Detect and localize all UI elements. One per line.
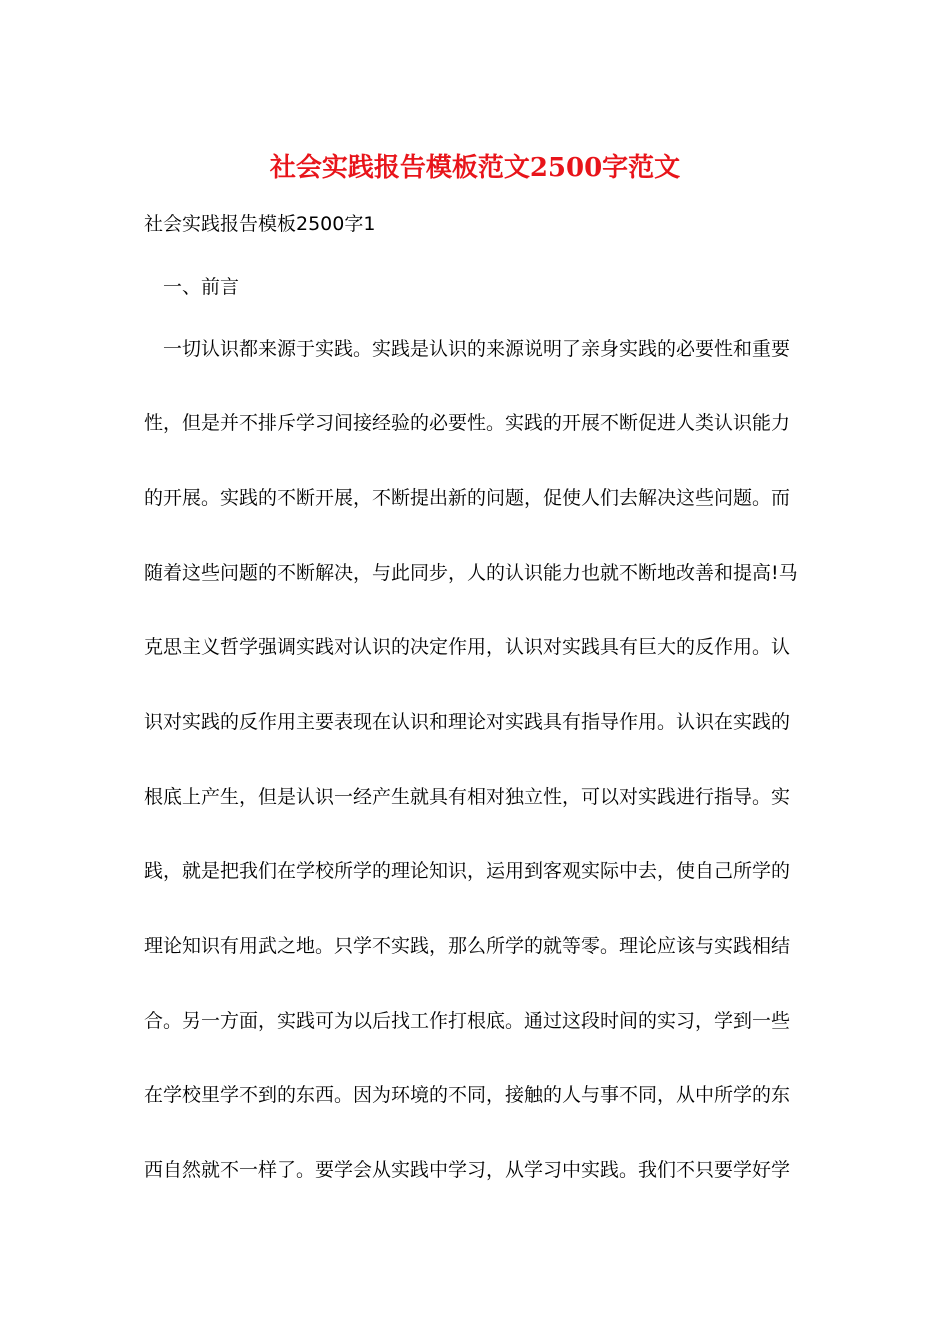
paragraph-line: 在学校里学不到的东西。因为环境的不同，接触的人与事不同，从中所学的东	[144, 1084, 791, 1106]
paragraph-line: 随着这些问题的不断解决，与此同步，人的认识能力也就不断地改善和提高!马	[144, 562, 798, 584]
paragraph-line: 合。另一方面，实践可为以后找工作打根底。通过这段时间的实习，学到一些	[144, 1010, 791, 1032]
paragraph-line: 的开展。实践的不断开展，不断提出新的问题，促使人们去解决这些问题。而	[144, 487, 791, 509]
paragraph-line: 一切认识都来源于实践。实践是认识的来源说明了亲身实践的必要性和重要	[163, 338, 791, 360]
paragraph-line: 理论知识有用武之地。只学不实践，那么所学的就等零。理论应该与实践相结	[144, 935, 791, 957]
paragraph-line: 西自然就不一样了。要学会从实践中学习，从学习中实践。我们不只要学好学	[144, 1159, 791, 1181]
paragraph-line: 践，就是把我们在学校所学的理论知识，运用到客观实际中去，使自己所学的	[144, 860, 791, 882]
document-title: 社会实践报告模板范文2500字范文	[269, 153, 681, 183]
paragraph-line: 根底上产生，但是认识一经产生就具有相对独立性，可以对实践进行指导。实	[144, 786, 791, 808]
section-heading: 一、前言	[163, 276, 240, 298]
document-subtitle: 社会实践报告模板2500字1	[144, 213, 376, 235]
paragraph-line: 克思主义哲学强调实践对认识的决定作用，认识对实践具有巨大的反作用。认	[144, 636, 791, 658]
paragraph-line: 性，但是并不排斥学习间接经验的必要性。实践的开展不断促进人类认识能力	[144, 412, 791, 434]
paragraph-line: 识对实践的反作用主要表现在认识和理论对实践具有指导作用。认识在实践的	[144, 711, 791, 733]
